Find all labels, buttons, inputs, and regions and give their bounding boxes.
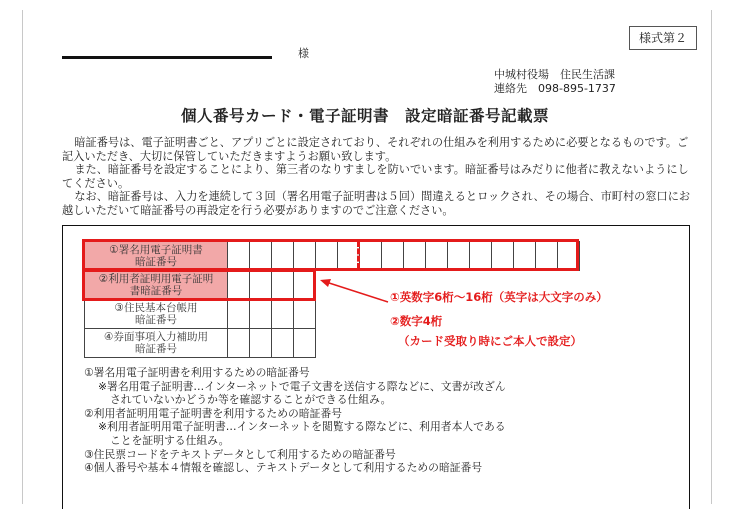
- footnote-item: ことを証明する仕組み。: [110, 433, 230, 447]
- highlight-frame-user-auth: [82, 269, 316, 301]
- pin-cell[interactable]: [294, 300, 316, 329]
- highlight-frame-signature: [82, 239, 579, 271]
- pin-cell[interactable]: [228, 300, 250, 329]
- honorific: 様: [298, 47, 309, 60]
- note-pin-format: ②数字4桁: [390, 314, 443, 328]
- six-digit-dashed-marker: [357, 241, 360, 269]
- paragraph-3: なお、暗証番号は、入力を連続して３回（署名用電子証明書は５回）間違えるとロックされ、その場合、市町村の窓口にお越しいただいて暗証番号の再設定を行う必要がありますのでご注意ください。: [62, 190, 691, 217]
- pin-cell[interactable]: [272, 300, 294, 329]
- pin-cell[interactable]: [250, 329, 272, 358]
- footnote-item: ※署名用電子証明書…インターネットで電子文書を送信する際などに、文書が改ざん: [98, 379, 506, 393]
- footnote-item: されていないかどうか等を確認することができる仕組み。: [110, 393, 392, 407]
- footnote-item: ④個人番号や基本４情報を確認し、テキストデータとして利用するための暗証番号: [84, 461, 483, 475]
- footnote-item: ※利用者証明用電子証明書…インターネットを閲覧する際などに、利用者本人である: [98, 420, 506, 434]
- pin-label-resident-registry: ③住民基本台帳用 暗証番号: [85, 300, 228, 329]
- intro-text: [62, 136, 692, 217]
- addressee-line: [62, 56, 272, 59]
- document-title: 個人番号カード・電子証明書 設定暗証番号記載票: [180, 107, 549, 125]
- footnote-item: ①署名用電子証明書を利用するための暗証番号: [84, 366, 310, 379]
- pin-cell[interactable]: [250, 300, 272, 329]
- pin-label-signature: ①署名用電子証明書 暗証番号: [85, 242, 228, 271]
- office-contact: 連絡先 098-895-1737: [494, 82, 616, 95]
- paragraph-1: 暗証番号は、電子証明書ごと、アプリごとに設定されており、それぞれの仕組みを利用するために必要となるものです。ご記入いただき、大切に保管していただきますようお願い致します。: [62, 136, 689, 163]
- footnote-item: ②利用者証明用電子証明書を利用するための暗証番号: [84, 406, 343, 420]
- pin-cell[interactable]: [228, 329, 250, 358]
- note-signature-format: ①英数字6桁～16桁（英字は大文字のみ）: [390, 290, 608, 304]
- note-set-on-receipt: （カード受取り時にご本人で設定）: [398, 334, 582, 348]
- office-name: 中城村役場 住民生活課: [494, 68, 615, 81]
- pin-cell[interactable]: [272, 329, 294, 358]
- pin-label-user-auth: ②利用者証明用電子証明 書暗証番号: [85, 271, 228, 300]
- footnote-item: ③住民票コードをテキストデータとして利用するための暗証番号: [84, 447, 396, 461]
- pin-label-card-info: ④券面事項入力補助用 暗証番号: [85, 329, 228, 358]
- pin-cell[interactable]: [294, 329, 316, 358]
- paragraph-2: また、暗証番号を設定することにより、第三者のなりすましを防いでいます。暗証番号はみだりに他者に教えないようにしてください。: [62, 163, 689, 190]
- office-info: [494, 68, 616, 96]
- footnotes: [84, 366, 506, 475]
- arrow-icon: [318, 276, 390, 306]
- form-number-box: 様式第２: [629, 26, 697, 50]
